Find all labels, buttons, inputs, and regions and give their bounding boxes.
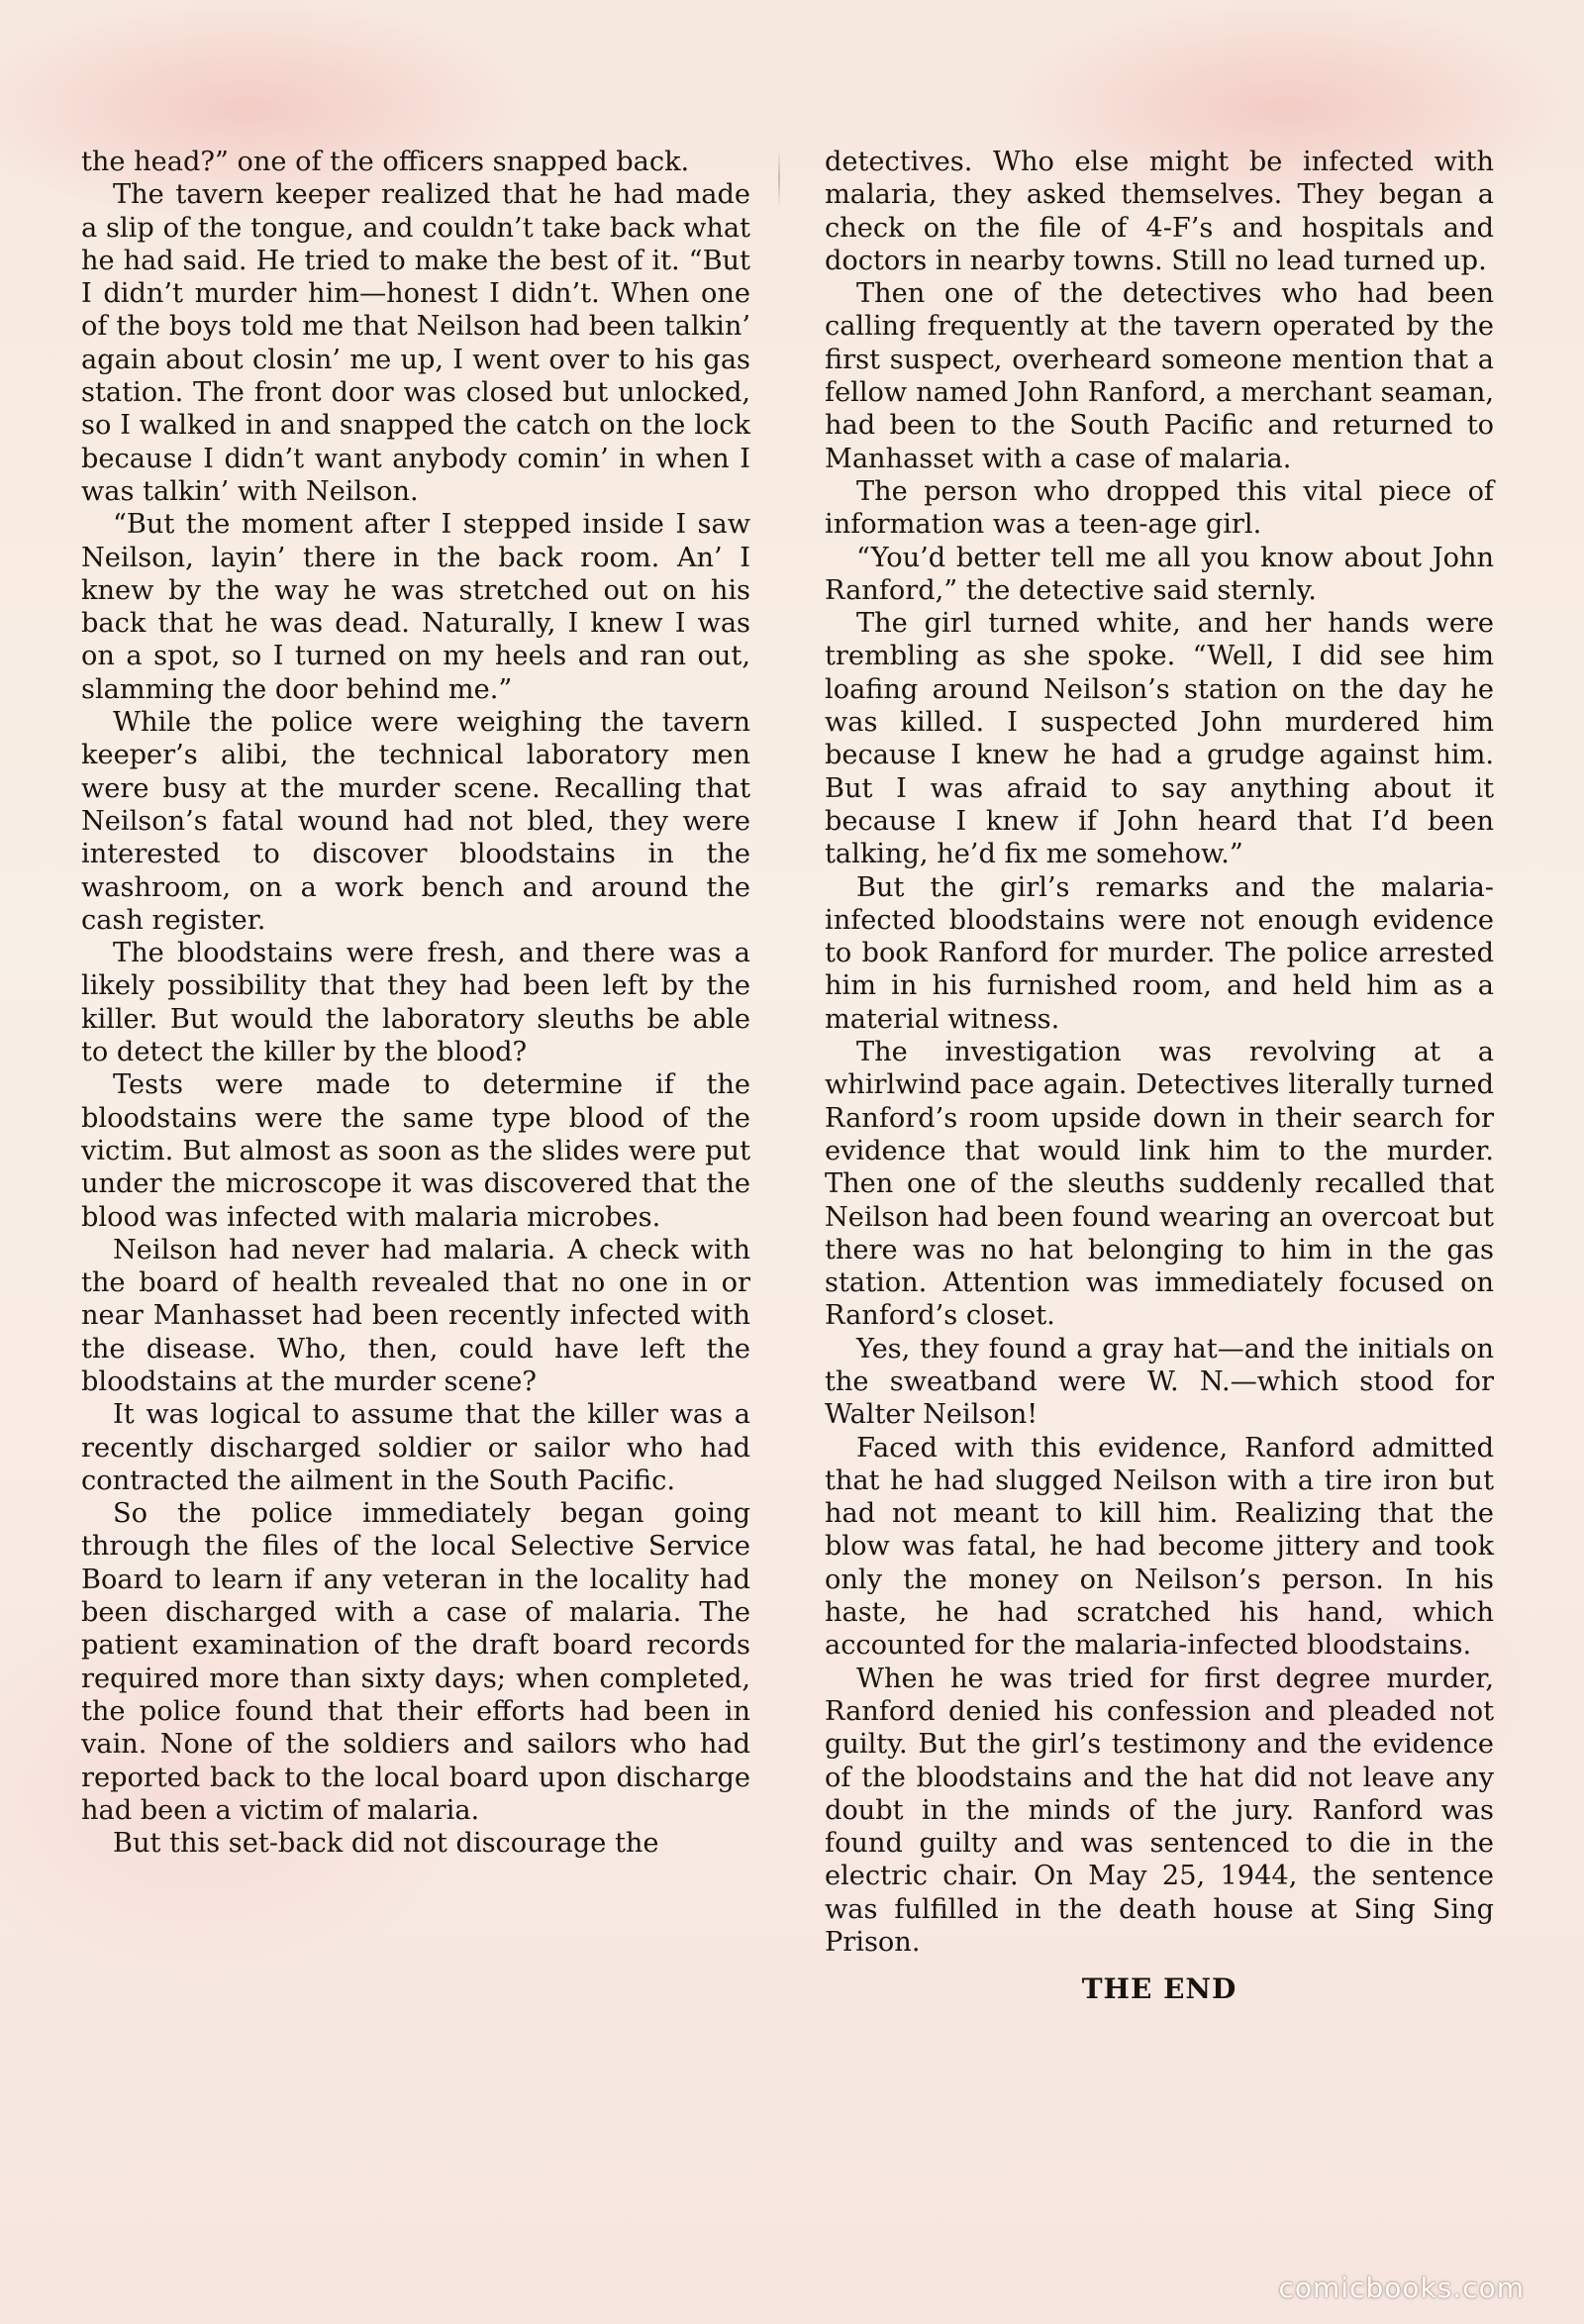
paragraph: detectives. Who else might be infected with malaria, they asked themselves. They began a check on the file of 4-F’s and hospitals and doctors in nearby towns. Still no lead turned up. [825,147,1494,276]
paragraph: The investigation was revolving at a whirlwind pace again. Detectives literally turned Ranford’s room upside down in their search for evidence that would link him to the murder. Then one of the sleuths suddenly recalled that Neilson had been found wearing an overcoat but there was no hat belonging to him in the gas station. Attention was immediately focused on Ranford’s closet. [825,1037,1494,1332]
paragraph: Faced with this evidence, Ranford admitted that he had slugged Neilson with a tire iron but had not meant to kill him. Realizing that the blow was fatal, he had become jittery and took only the money on Neilson’s person. In his haste, he had scratched his hand, which accounted for the malaria-infected bloodstains. [825,1432,1494,1662]
paragraph: It was logical to assume that the killer was a recently discharged soldier or sailor who had contracted the ailment in the South Pacific. [81,1399,750,1496]
paragraph: While the police were weighing the tavern keeper’s alibi, the technical laboratory men were busy at the murder scene. Recalling that Neilson’s fatal wound had not bled, they were interested to discover bloodstains in the washroom, on a work bench and around the cash register. [81,707,750,936]
paragraph: The bloodstains were fresh, and there was a likely possibility that they had been left by the killer. But would the laboratory sleuths be able to detect the killer by the blood? [81,938,750,1068]
paragraph: The tavern keeper realized that he had made a slip of the tongue, and couldn’t take back what he had said. He tried to make the best of it. “But I didn’t murder him—honest I didn’t. When one of the boys told me that Neilson had been talkin’ again about closin’ me up, I went over to his gas station. The front door was closed but unlocked, so I walked in and snapped the catch on the lock because I didn’t want anybody comin’ in when I was talkin’ with Neilson. [81,179,750,507]
paragraph: The person who dropped this vital piece of information was a teen-age girl. [825,475,1494,541]
paragraph: “But the moment after I stepped inside I saw Neilson, layin’ there in the back room. An’ I knew by the way he was stretched out on his back that he was dead. Naturally, I knew I was on a spot, so I turned on my heels and ran out, slamming the door behind me.” [81,509,750,705]
column-divider [778,149,780,208]
paragraph: But this set-back did not discourage the [113,1828,659,1860]
paragraph: Yes, they found a gray hat—and the initials on the sweatband were W. N.—which stood for Walter Neilson! [825,1333,1494,1431]
paragraph: When he was tried for first degree murder, Ranford denied his confession and pleaded not guilty. But the girl’s testimony and the evidence of the bloodstains and the hat did not leave any doubt in the minds of the jury. Ranford was found guilty and was sentenced to die in the electric chair. On May 25, 1944, the sentence was fulfilled in the death house at Sing Sing Prison. [825,1663,1494,1959]
paragraph: So the police immediately began going through the files of the local Selective Service Board to learn if any veteran in the locality had been discharged with a case of malaria. The patient examination of the draft board records required more than sixty days; when completed, the police found that their efforts had been in vain. None of the soldiers and sailors who had reported back to the local board upon discharge had been a victim of malaria. [81,1498,750,1826]
paragraph: Neilson had never had malaria. A check with the board of health revealed that no one in or near Manhasset had been recently infected with the disease. Who, then, could have left the bloodstains at the murder scene? [81,1234,750,1397]
watermark-text: comicbooks.com [1278,2272,1525,2304]
paragraph: Then one of the detectives who had been calling frequently at the tavern operated by the first suspect, overheard someone mention that a fellow named John Ranford, a merchant seaman, had been to the South Pacific and returned to Manhasset with a case of malaria. [825,278,1494,474]
paragraph: The girl turned white, and her hands were trembling as she spoke. “Well, I did see him loafing around Neilson’s station on the day he was killed. I suspected John murdered him because I knew he had a grudge against him. But I was afraid to say anything about it because I knew if John heard that I’d been talking, he’d fix me somehow.” [825,608,1494,870]
paragraph: the head?” one of the officers snapped back. [81,147,690,177]
paragraph: But the girl’s remarks and the malaria-infected bloodstains were not enough evidence to book Ranford for murder. The police arrested him in his furnished room, and held him as a material witness. [825,871,1494,1035]
paragraph: “You’d better tell me all you know about John Ranford,” the detective said sternly. [825,542,1494,606]
left-column [81,146,750,1860]
right-column [825,146,1494,2006]
paragraph: Tests were made to determine if the bloodstains were the same type blood of the victim. But almost as soon as the slides were put under the microscope it was discovered that the blood was infected with malaria microbes. [81,1069,750,1233]
the-end-label: THE END [1081,1972,1238,2006]
